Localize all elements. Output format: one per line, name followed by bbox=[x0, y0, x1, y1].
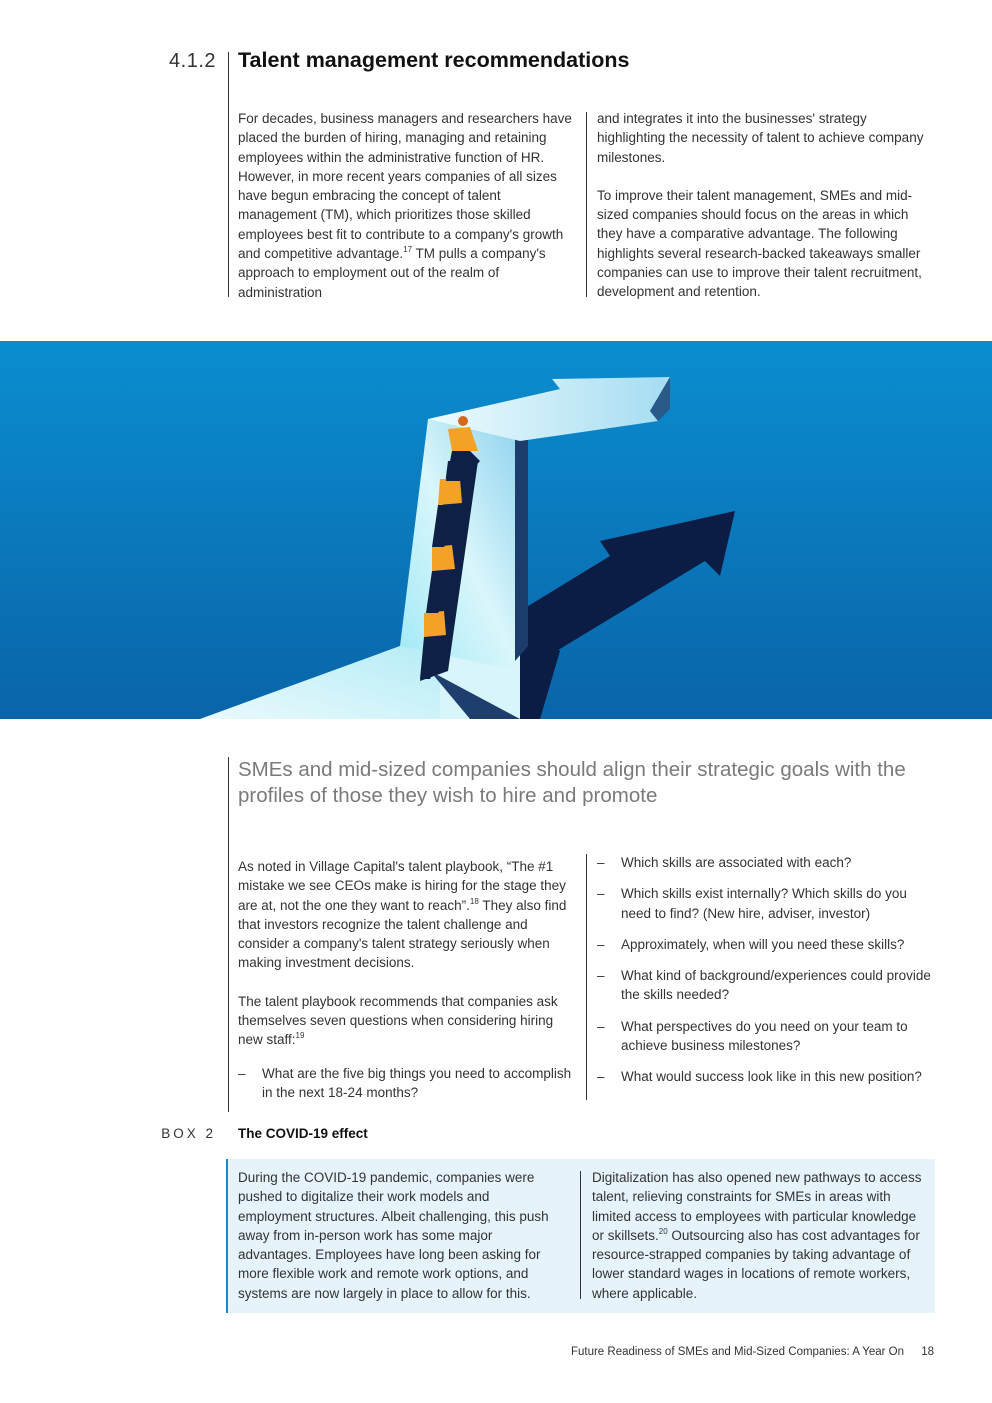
body-left-column bbox=[238, 857, 573, 1114]
section-title: Talent management recommendations bbox=[238, 48, 630, 72]
box-label: BOX 2 bbox=[161, 1126, 216, 1141]
footnote-ref: 20 bbox=[658, 1226, 668, 1236]
box-right-text: Digitalization has also opened new pathways to access talent, relieving constraints for SMEs in areas with limited access to employees with particular knowledge or skillsets. bbox=[592, 1170, 922, 1243]
list-item: – Approximately, when will you need these skills? bbox=[597, 935, 935, 954]
footnote-ref: 17 bbox=[403, 245, 413, 255]
list-item: – Which skills exist internally? Which skills do you need to find? (New hire, adviser, investor) bbox=[597, 884, 935, 923]
footer-title-bold: Future Readiness of SMEs and Mid-Sized Companies: bbox=[570, 1346, 850, 1358]
arrow-ladder-illustration-icon bbox=[0, 341, 992, 719]
list-item: – What would success look like in this new position? bbox=[597, 1067, 935, 1086]
body-divider bbox=[228, 757, 229, 1112]
list-item: – What are the five big things you need to accomplish in the next 18-24 months? bbox=[238, 1064, 573, 1103]
heading-divider bbox=[228, 52, 229, 297]
box-right-column bbox=[592, 1168, 928, 1303]
list-item: – What perspectives do you need on your team to achieve business milestones? bbox=[597, 1017, 935, 1056]
intro-left-text-cont: TM pulls a company's approach to employment out of the realm of administration bbox=[238, 246, 546, 300]
section-number: 4.1.2 bbox=[169, 50, 216, 72]
intro-left-text: For decades, business managers and researchers have placed the burden of hiring, managing and retaining employees within the administrative function of HR. However, in more recent years companies of all sizes have begun embracing the concept of talent management (TM), which prioritizes those skilled employees best fit to contribute to a company's growth and competitive advantage. bbox=[238, 111, 572, 262]
body-paragraph-2-text: The talent playbook recommends that companies ask themselves seven questions when considering hiring new staff: bbox=[238, 993, 558, 1048]
intro-right-paragraph-1: and integrates it into the businesses' strategy highlighting the necessity of talent to achieve company milestones. bbox=[597, 111, 924, 165]
intro-right-paragraph-2: To improve their talent management, SMEs and mid-sized companies should focus on the areas in which they have a comparative advantage. The following highlights several research-backed takeaways smaller companies can use to improve their talent recruitment, development and retention. bbox=[597, 187, 922, 300]
list-item: – Which skills are associated with each? bbox=[597, 853, 935, 872]
intro-column-divider bbox=[586, 112, 587, 297]
question-list-left bbox=[238, 1064, 573, 1103]
box-left-column: During the COVID-19 pandemic, companies were pushed to digitalize their work models and employment structures. Albeit challenging, this push away from in-person work has some major advantages. Employees have long been asking for more flexible work and remote work options, and systems are now largely in place to allow for this. bbox=[238, 1170, 549, 1301]
list-item: – What kind of background/experiences could provide the skills needed? bbox=[597, 966, 935, 1005]
hero-illustration bbox=[0, 341, 992, 719]
footnote-ref: 18 bbox=[469, 896, 479, 906]
box-right-text-cont: Outsourcing also has cost advantages for resource-strapped companies by taking advantage of lower standard wages in locations of remote workers, where applicable. bbox=[592, 1227, 920, 1301]
page-number: 18 bbox=[921, 1346, 934, 1358]
box-title: The COVID-19 effect bbox=[238, 1126, 368, 1141]
body-paragraph-1 bbox=[238, 857, 573, 973]
footer-title bbox=[571, 1346, 904, 1358]
pull-quote: SMEs and mid-sized companies should align their strategic goals with the profiles of those they wish to hire and promote bbox=[238, 758, 906, 807]
footnote-ref: 19 bbox=[295, 1031, 305, 1041]
box-column-divider bbox=[580, 1171, 581, 1299]
body-column-divider bbox=[586, 854, 587, 1100]
body-paragraph-1-text-cont: They also find that investors recognize the talent challenge and consider a company's talent strategy seriously when making investment decisions. bbox=[238, 897, 567, 971]
footer-title-rest: A Year On bbox=[849, 1346, 904, 1358]
covid-box bbox=[226, 1159, 935, 1313]
intro-right-column bbox=[597, 109, 935, 321]
intro-left-paragraph bbox=[238, 109, 573, 302]
question-list-right bbox=[597, 853, 935, 1087]
intro-left-column bbox=[238, 109, 573, 321]
body-paragraph-2 bbox=[238, 992, 573, 1050]
body-right-column bbox=[597, 853, 935, 1099]
body-paragraph-1-text: As noted in Village Capital's talent playbook, “The #1 mistake we see CEOs make is hiring for the stage they are at, not the one they want to reach”. bbox=[238, 859, 566, 913]
